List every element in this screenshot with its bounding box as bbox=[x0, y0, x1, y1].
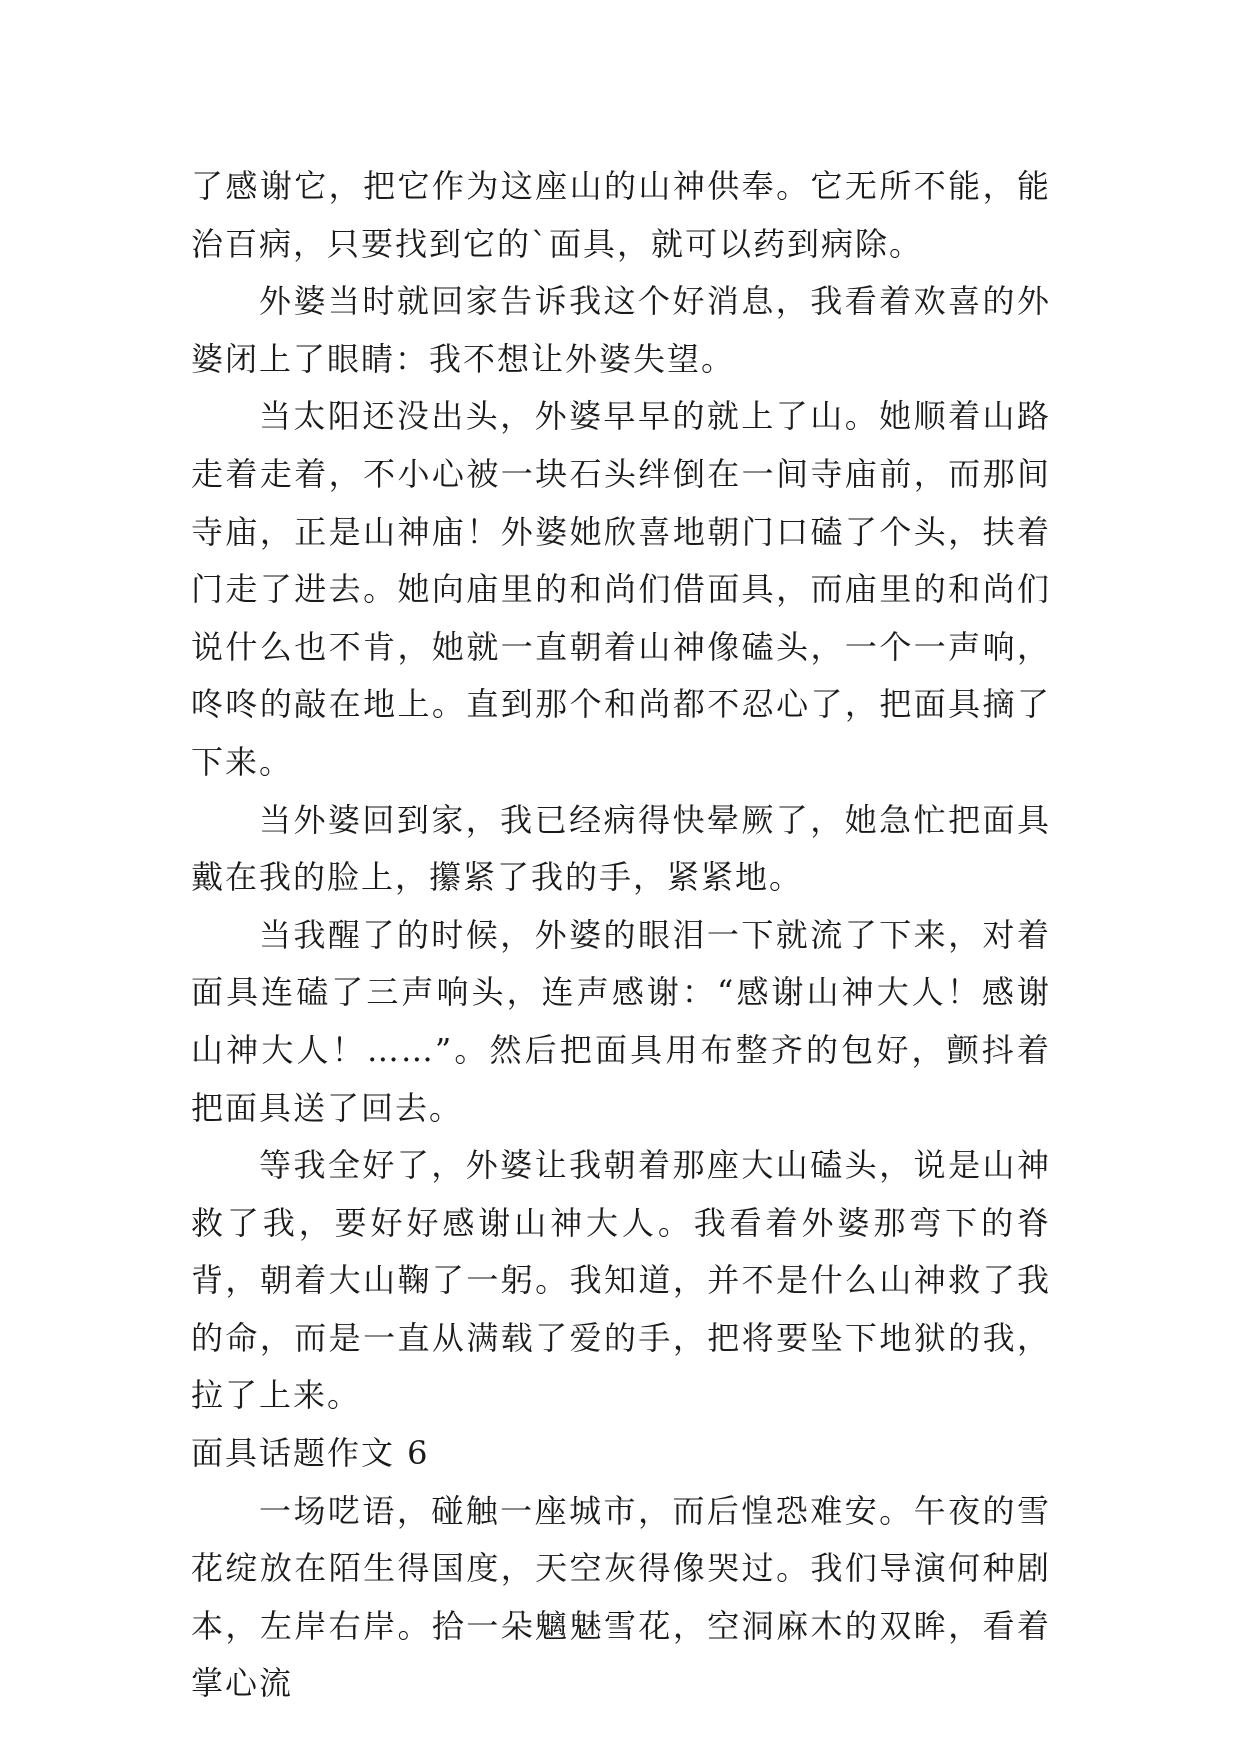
document-body bbox=[191, 158, 1051, 1713]
paragraph: 等我全好了，外婆让我朝着那座大山磕头，说是山神救了我，要好好感谢山神大人。我看着外婆那弯下的脊背，朝着大山鞠了一躬。我知道，并不是什么山神救了我的命，而是一直从满载了爱的手，把将要坠下地狱的我，拉了上来。 bbox=[191, 1146, 1051, 1415]
paragraph: 一场呓语，碰触一座城市，而后惶恐难安。午夜的雪花绽放在陌生得国度，天空灰得像哭过。我们导演何种剧本，左岸右岸。拾一朵魑魅雪花，空洞麻木的双眸，看着掌心流 bbox=[191, 1491, 1051, 1703]
paragraph: 当我醒了的时候，外婆的眼泪一下就流了下来，对着面具连磕了三声响头，连声感谢：“感谢山神大人！感谢山神大人！……”。然后把面具用布整齐的包好，颤抖着把面具送了回去。 bbox=[191, 915, 1051, 1127]
paragraph: 外婆当时就回家告诉我这个好消息，我看着欢喜的外婆闭上了眼睛：我不想让外婆失望。 bbox=[191, 282, 1051, 378]
paragraph: 了感谢它，把它作为这座山的山神供奉。它无所不能，能治百病，只要找到它的`面具，就可以药到病除。 bbox=[191, 167, 1051, 263]
paragraph: 当太阳还没出头，外婆早早的就上了山。她顺着山路走着走着，不小心被一块石头绊倒在一间寺庙前，而那间寺庙，正是山神庙！外婆她欣喜地朝门口磕了个头，扶着门走了进去。她向庙里的和尚们借面具，而庙里的和尚们说什么也不肯，她就一直朝着山神像磕头，一个一声响，咚咚的敲在地上。直到那个和尚都不忍心了，把面具摘了下来。 bbox=[191, 397, 1051, 781]
section-heading: 面具话题作文 6 bbox=[191, 1434, 430, 1473]
paragraph: 当外婆回到家，我已经病得快晕厥了，她急忙把面具戴在我的脸上，攥紧了我的手，紧紧地。 bbox=[191, 800, 1051, 897]
